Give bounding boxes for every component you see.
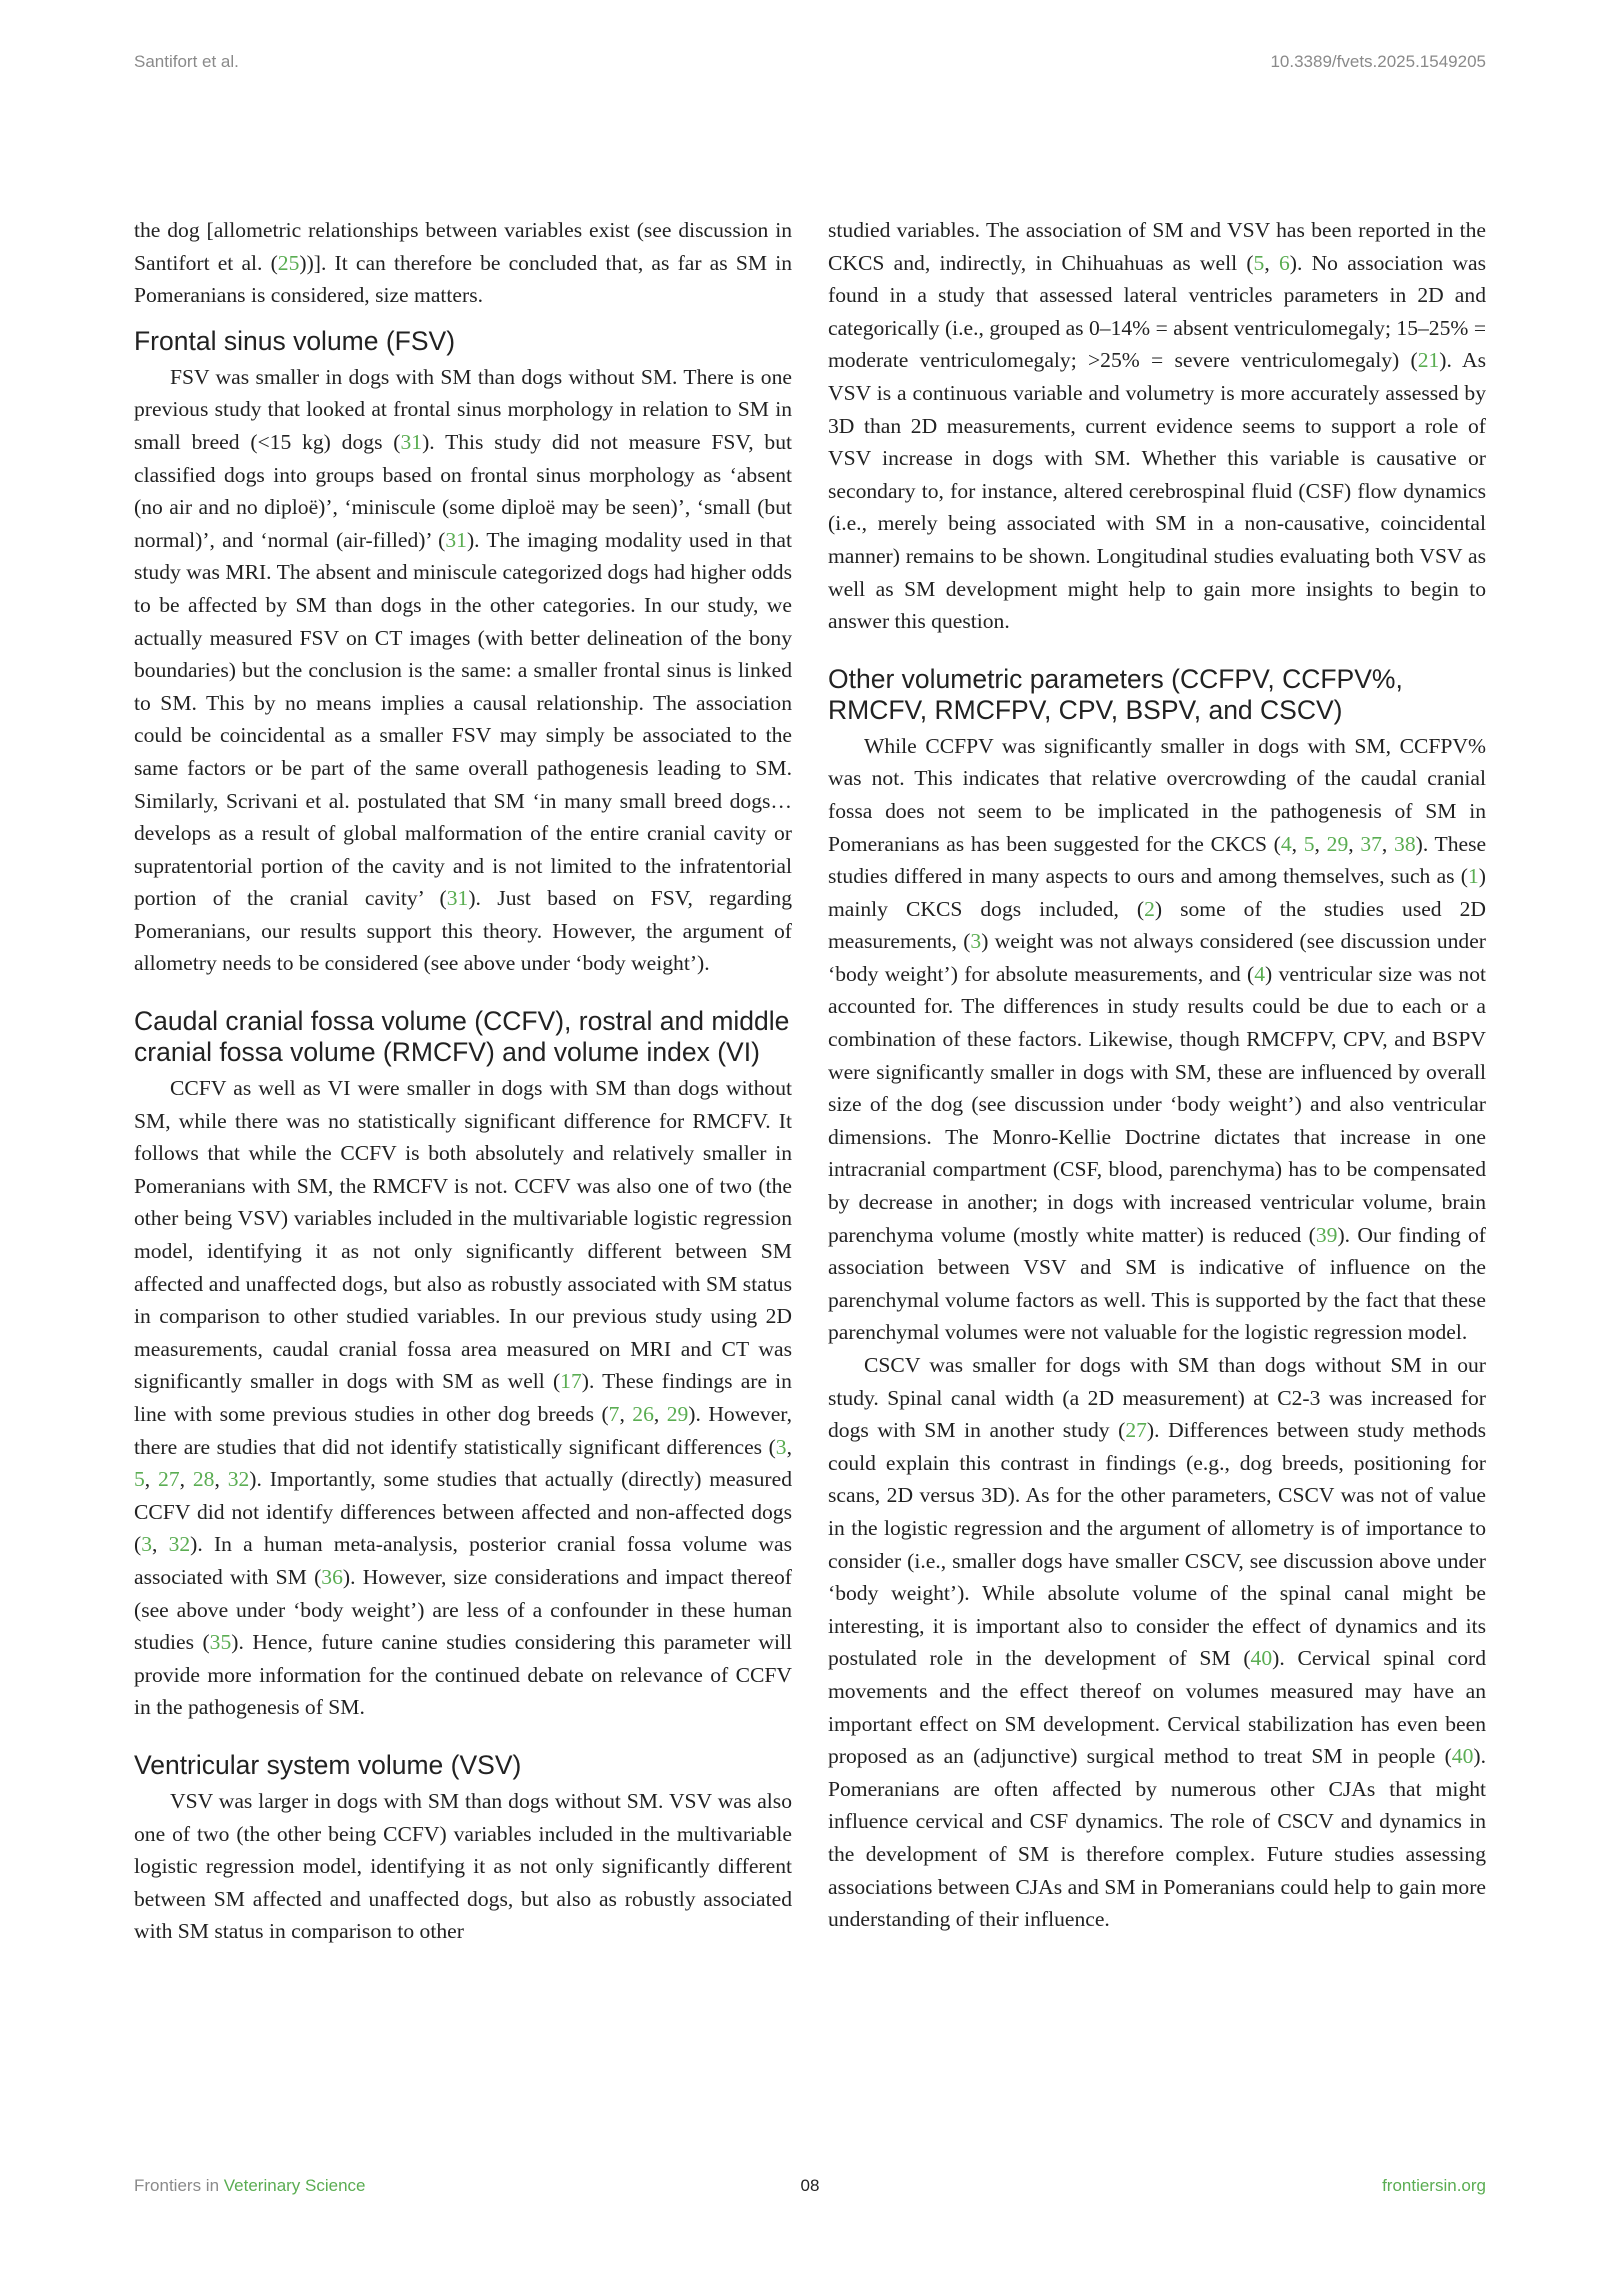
citation-link[interactable]: 4	[1280, 831, 1292, 856]
citation-link[interactable]: 17	[560, 1369, 582, 1394]
citation-link[interactable]: 7	[608, 1402, 620, 1426]
citation-link[interactable]: 5	[1303, 831, 1315, 856]
left-column	[134, 214, 792, 1948]
footer-journal-name-link[interactable]: Veterinary Science	[223, 2176, 366, 2195]
page-number: 08	[800, 2176, 820, 2195]
paragraph-other-parameters: While CCFPV was significantly smaller in dogs with SM, CCFPV% was not. This indicates that relative overcrowding of the caudal cranial fossa does not seem to be implicated in the pathogenesis of SM in Pomeranians as has been suggested for the CKCS (4, 5, 29, 37, 38). These studies differed in many aspects to ours and among themselves, such as (1) mainly CKCS dogs included, (2) some of the studies used 2D measurements, (3) weight was not always considered (see discussion under ‘body weight’) for absolute measurements, and (4) ventricular size was not accounted for. The differences in study results could be due to each or a combination of these factors. Likewise, though RMCFPV, CPV, and BSPV were significantly smaller in dogs with SM, these are influenced by overall size of the dog (see discussion under ‘body weight’) and also ventricular dimensions. The Monro-Kellie Doctrine dictates that increase in one intracranial compartment (CSF, blood, parenchyma) has to be compensated by decrease in another; in dogs with increased ventricular volume, brain parenchyma volume (mostly white matter) is reduced (39). Our finding of association between VSV and SM is indicative of influence on the parenchymal volume factors as well. This is supported by the fact that these parenchymal volumes were not valuable for the logistic regression model.	[828, 733, 1487, 1345]
citation-link[interactable]: 31	[400, 429, 423, 454]
citation-link[interactable]: 31	[446, 886, 469, 911]
citation-link[interactable]: 40	[1250, 1646, 1273, 1671]
heading-ventricular-system-volume: Ventricular system volume (VSV)	[134, 1749, 522, 1780]
citation-link[interactable]: 3	[775, 1434, 787, 1459]
right-column	[828, 214, 1486, 1936]
running-header-doi[interactable]: 10.3389/fvets.2025.1549205	[1270, 52, 1486, 71]
heading-other-volumetric-parameters: Other volumetric parameters (CCFPV, CCFPV%, RMCFV, RMCFPV, CPV, BSPV, and CSCV)	[828, 663, 1403, 725]
paragraph-ccfv: CCFV as well as VI were smaller in dogs with SM than dogs without SM, while there was no statistically significant difference for RMCFV. It follows that while the CCFV is both absolutely and relatively smaller in Pomeranians with SM, the RMCFV is not. CCFV was also one of two (the other being VSV) variables included in the multivariable logistic regression model, identifying it as not only significantly different between SM affected and unaffected dogs, but also as robustly associated with SM status in comparison to other studied variables. In our previous study using 2D measurements, caudal cranial fossa area measured on MRI and CT was significantly smaller in dogs with SM as well (17). These findings are in line with some previous studies in other dog breeds (7, 26, 29). However, there are studies that did not identify statistically significant differences (3, 5, 27, 28, 32). Importantly, some studies that actually (directly) measured CCFV did not identify differences between affected and non-affected dogs (3, 32). In a human meta-analysis, posterior cranial fossa volume was associated with SM (36). However, size considerations and impact thereof (see above under ‘body weight’) are less of a confounder in these human studies (35). Hence, future canine studies considering this parameter will provide more information for the continued debate on relevance of CCFV in the pathogenesis of SM.	[134, 1076, 793, 1720]
citation-link[interactable]: 4	[1254, 961, 1266, 986]
citation-link[interactable]: 27	[158, 1467, 180, 1492]
paragraph-fsv: FSV was smaller in dogs with SM than dogs without SM. There is one previous study that looked at frontal sinus morphology in relation to SM in small breed (<15 kg) dogs (31). This study did not measure FSV, but classified dogs into groups based on frontal sinus morphology as ‘absent (no air and no diploë)’, ‘miniscule (some diploë may be seen)’, ‘small (but normal)’, and ‘normal (air-filled)’ (31). The imaging modality used in that study was MRI. The absent and miniscule categorized dogs had higher odds to be affected by SM than dogs in the other categories. In our study, we actually measured FSV on CT images (with better delineation of the bony boundaries) but the conclusion is the same: a smaller frontal sinus is linked to SM. This by no means implies a causal relationship. The association could be coincidental as a smaller FSV may simply be associated to the same factors or be part of the same overall pathogenesis leading to SM. Similarly, Scrivani et al. postulated that SM ‘in many small breed dogs…develops as a result of global malformation of the entire cranial cavity or supratentorial portion of the cavity and is not limited to the infratentorial portion of the cranial cavity’ (31). Just based on FSV, regarding Pomeranians, our results support this theory. However, the argument of allometry needs to be considered (see above under ‘body weight’).	[134, 364, 792, 976]
paragraph-vsv: VSV was larger in dogs with SM than dogs without SM. VSV was also one of two (the other being CCFV) variables included in the multivariable logistic regression model, identifying it as not only significantly different between SM affected and unaffected dogs, but also as robustly associated with SM status in comparison to other	[134, 1788, 792, 1944]
running-header-authors: Santifort et al.	[134, 52, 239, 71]
citation-link[interactable]: 31	[445, 527, 467, 552]
citation-link[interactable]: 21	[1417, 348, 1440, 373]
citation-link[interactable]: 6	[1278, 250, 1290, 275]
citation-link[interactable]: 5	[1253, 250, 1265, 275]
citation-link[interactable]: 32	[168, 1532, 191, 1557]
footer-journal-prefix: Frontiers in	[134, 2176, 220, 2195]
heading-caudal-cranial-fossa-volume: Caudal cranial fossa volume (CCFV), rostral and middle cranial fossa volume (RMCFV) and volume index (VI)	[134, 1006, 790, 1068]
citation-link[interactable]: 39	[1315, 1222, 1338, 1247]
footer-site-link[interactable]: frontiersin.org	[1382, 2176, 1486, 2195]
citation-link[interactable]: 35	[209, 1630, 232, 1655]
citation-link[interactable]: 38	[1394, 831, 1416, 856]
citation-link[interactable]: 5	[134, 1467, 145, 1492]
citation-link[interactable]: 27	[1125, 1418, 1147, 1443]
paragraph-intro: the dog [allometric relationships between variables exist (see discussion in Santifort et al. (25))]. It can therefore be concluded that, as far as SM in Pomeranians is considered, size matters.	[134, 218, 792, 308]
heading-frontal-sinus-volume: Frontal sinus volume (FSV)	[134, 325, 456, 356]
citation-link[interactable]: 29	[666, 1402, 689, 1426]
citation-link[interactable]: 28	[192, 1467, 215, 1492]
citation-link[interactable]: 25	[277, 250, 300, 275]
citation-link[interactable]: 29	[1326, 831, 1349, 856]
citation-link[interactable]: 32	[227, 1467, 250, 1492]
citation-link[interactable]: 3	[970, 929, 982, 954]
citation-link[interactable]: 3	[141, 1532, 152, 1557]
citation-link[interactable]: 1	[1468, 864, 1479, 889]
paragraph-vsv-continued: studied variables. The association of SM and VSV has been reported in the CKCS and, indirectly, in Chihuahuas as well (5, 6). No association was found in a study that assessed lateral ventricles parameters in 2D and categorically (i.e., grouped as 0–14% = absent ventriculomegaly; 15–25% = moderate ventriculomegaly; >25% = severe ventriculomegaly) (21). As VSV is a continuous variable and volumetry is more accurately assessed by 3D than 2D measurements, current evidence seems to support a role of VSV increase in dogs with SM. Whether this variable is causative or secondary to, for instance, altered cerebrospinal fluid (CSF) flow dynamics (i.e., merely being associated with SM in a non-causative, coincidental manner) remains to be shown. Longitudinal studies evaluating both VSV as well as SM development might help to gain more insights to begin to answer this question.	[828, 218, 1486, 634]
paragraph-cscv: CSCV was smaller for dogs with SM than dogs without SM in our study. Spinal canal width (a 2D measurement) at C2-3 was increased for dogs with SM in another study (27). Differences between study methods could explain this contrast in findings (e.g., dog breeds, positioning for scans, 2D versus 3D). As for the other parameters, CSCV was not of value in the logistic regression and the argument of allometry is of importance to consider (i.e., smaller dogs have smaller CSCV, see discussion above under ‘body weight’). While absolute volume of the spinal canal might be interesting, it is important also to consider the effect of dynamics and its postulated role in the development of SM (40). Cervical spinal cord movements and the effect thereof on volumes measured may have an important effect on SM development. Cervical stabilization has even been proposed as an (adjunctive) surgical method to treat SM in people (40). Pomeranians are often affected by numerous other CJAs that might influence cervical and CSF dynamics. The role of CSCV and dynamics in the development of SM is therefore complex. Future studies assessing associations between CJAs and SM in Pomeranians could help to gain more understanding of their influence.	[828, 1353, 1487, 1932]
citation-link[interactable]: 36	[321, 1564, 343, 1589]
citation-link[interactable]: 2	[1144, 896, 1155, 921]
citation-link[interactable]: 37	[1360, 831, 1382, 856]
citation-link[interactable]: 26	[632, 1402, 654, 1426]
citation-link[interactable]: 40	[1451, 1744, 1474, 1769]
